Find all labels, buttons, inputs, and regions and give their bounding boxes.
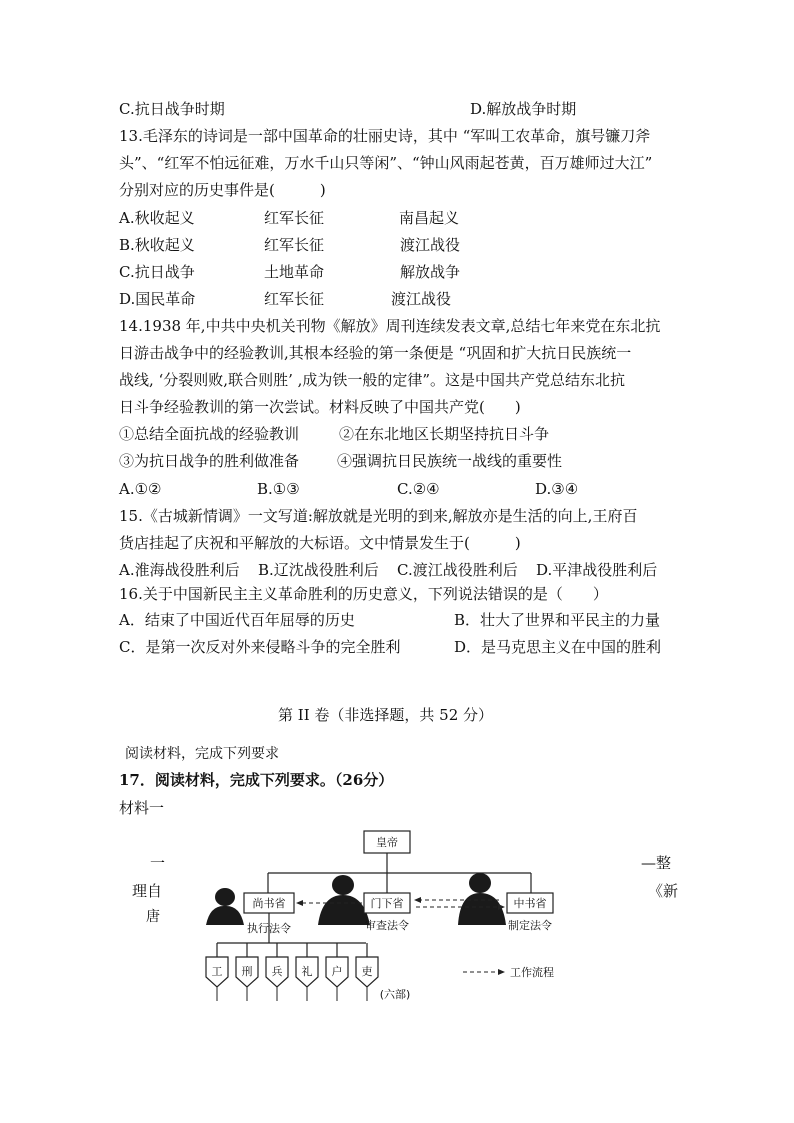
ministry-label: 户 [331,965,343,978]
margin-left-1: 一 [150,854,166,872]
q13-option-d-3: 渡江战役 [391,290,452,308]
q15-option-d: D.平津战役胜利后 [536,561,658,579]
exec-label: 执行法令 [247,922,291,935]
q13-option-c: C.抗日战争 [119,263,195,281]
q15-option-b: B.辽沈战役胜利后 [258,561,379,579]
q13-option-b-3: 渡江战役 [400,236,461,254]
section-title: 第 II 卷（非选择题，共 52 分） [278,706,494,724]
q14-item-2: ②在东北地区长期坚持抗日斗争 [339,425,550,443]
review-label: 审查法令 [365,919,409,932]
menxia-label: 门下省 [370,897,404,910]
ministry-label: 兵 [271,965,283,978]
q13-option-d: D.国民革命 [119,290,196,308]
three-departments-diagram [140,825,700,1015]
q17-material-label: 材料一 [119,799,165,817]
q13-stem-line: 分别对应的历史事件是( ) [119,181,326,199]
q13-stem-line: 13.毛泽东的诗词是一部中国革命的壮丽史诗，其中 “军叫工农革命，旗号镰刀斧 [119,127,651,145]
q16-stem: 16.关于中国新民主主义革命胜利的历史意义，下列说法错误的是（ ） [119,585,608,603]
zhongshu-label: 中书省 [513,897,547,910]
q15-option-c: C.渡江战役胜利后 [397,561,518,579]
q17-stem: 17．阅读材料，完成下列要求。（26分） [119,771,394,789]
q13-option-c-3: 解放战争 [400,263,461,281]
official-figure-icon [458,873,506,925]
margin-right-2: 《新 [648,882,679,900]
q14-option-d: D.③④ [535,480,579,498]
draft-label: 制定法令 [508,919,552,932]
q14-item-3: ③为抗日战争的胜利做准备 [119,452,300,470]
q14-stem-line: 日斗争经验教训的第一次尝试。材料反映了中国共产党( ) [119,398,521,416]
q15-stem-line: 15.《古城新情调》一文写道:解放就是光明的到来,解放亦是生活的向上,王府百 [119,507,638,525]
q14-option-c: C.②④ [397,480,440,498]
q13-option-b-2: 红军长征 [264,236,325,254]
emperor-label: 皇帝 [376,836,398,849]
official-figure-icon [318,875,370,925]
q16-option-c: C．是第一次反对外来侵略斗争的完全胜利 [119,638,401,656]
margin-left-2: 理自 [132,882,163,900]
q15-stem-line: 货店挂起了庆祝和平解放的大标语。文中情景发生于( ) [119,534,521,552]
ministry-label: 工 [211,965,223,978]
q13-option-a-2: 红军长征 [264,209,325,227]
ministry-label: 刑 [241,965,253,978]
margin-left-3: 唐 [146,909,160,925]
q14-option-a: A.①② [119,480,162,498]
q14-option-b: B.①③ [257,480,300,498]
q16-option-a: A．结束了中国近代百年屈辱的历史 [119,611,355,629]
q13-option-a: A.秋收起义 [119,209,195,227]
section-instruction: 阅读材料，完成下列要求 [125,746,279,762]
legend-label: 工作流程 [510,966,554,979]
six-ministries-label: (六部) [379,988,411,1001]
q12-option-c: C.抗日战争时期 [119,100,225,118]
q14-item-1: ①总结全面抗战的经验教训 [119,425,300,443]
q14-stem-line: 战线, ‘分裂则败,联合则胜’ ,成为铁一般的定律”。这是中国共产党总结东北抗 [119,371,626,389]
q13-stem-line: 头”、“红军不怕远征难，万水千山只等闲”、“钟山风雨起苍黄，百万雄师过大江” [119,154,653,172]
q12-option-d: D.解放战争时期 [470,100,577,118]
q14-stem-line: 14.1938 年,中共中央机关刊物《解放》周刊连续发表文章,总结七年来党在东北抗 [119,317,661,335]
ministry-label: 吏 [361,965,373,978]
q14-stem-line: 日游击战争中的经验教训,其根本经验的第一条便是 “巩固和扩大抗日民族统一 [119,344,632,362]
q16-option-b: B．壮大了世界和平民主的力量 [454,611,661,629]
margin-right-1: —整 [641,854,672,872]
shangshu-label: 尚书省 [252,897,286,910]
q16-option-d: D．是马克思主义在中国的胜利 [454,638,662,656]
official-figure-icon [206,888,244,925]
q13-option-b: B.秋收起义 [119,236,195,254]
q13-option-c-2: 土地革命 [264,263,325,281]
q14-item-4: ④强调抗日民族统一战线的重要性 [337,452,563,470]
q13-option-a-3: 南昌起义 [399,209,460,227]
q13-option-d-2: 红军长征 [264,290,325,308]
q15-option-a: A.淮海战役胜利后 [119,561,240,579]
ministry-label: 礼 [301,965,313,978]
